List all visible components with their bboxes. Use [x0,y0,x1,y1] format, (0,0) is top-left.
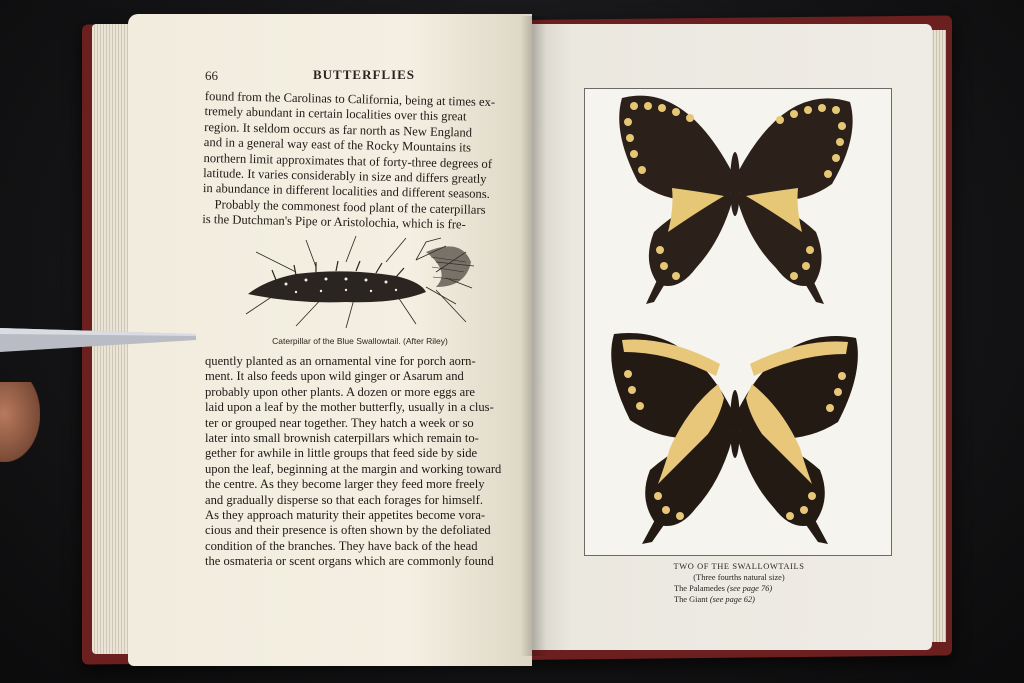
plate-item-ref: (see page 62) [709,595,755,604]
text-line: in abundance in different localities and different seasons. [202,181,491,202]
text-line: and gradually disperse so that each forages for himself. [205,492,484,507]
hand-finger [0,382,40,462]
text-line: probably upon other plants. A dozen or more eggs are [205,384,475,399]
figure-caption: Caterpillar of the Blue Swallowtail. (After Riley) [272,336,448,346]
text-line: tremely abundant in certain localities over this great [204,104,467,124]
text-line: found from the Carolinas to California, being at times ex- [204,89,496,110]
text-line: upon the leaf, beginning at the margin and working toward [205,461,502,476]
text-line: quently planted as an ornamental vine for porch aorn- [205,354,476,368]
giant-swallowtail-butterfly-image [608,328,862,546]
text-line: is the Dutchman's Pipe or Aristolochia, which is fre- [202,212,466,232]
plate-title: TWO OF THE SWALLOWTAILS [673,562,805,571]
running-title: BUTTERFLIES [313,67,416,82]
plate-scale: (Three fourths natural size) [693,573,785,582]
book-gutter [520,16,546,656]
text-line: latitude. It varies considerably in size and differs greatly [203,166,487,186]
plate-item-name: The Palamedes [674,584,725,593]
plate-item-giant [674,594,834,605]
plate-item-palamedes [674,583,834,594]
paragraph-top [202,89,505,234]
caterpillar-engraving [236,232,476,332]
text-line: and in a general way east of the Rocky Mountains its [203,135,472,155]
text-line: the centre. As they become larger they feed more freely [205,477,485,492]
text-line: laid upon a leaf by the mother butterfly, usually in a clus- [205,400,494,415]
text-line: As they approach maturity their appetites become vora- [205,508,486,523]
text-line: gether for awhile in little groups that feed side by side [205,446,478,461]
plate-item-name: The Giant [674,595,708,604]
plate-item-ref: (see page 76) [727,584,773,593]
text-line: ment. It also feeds upon wild ginger or Asarum and [205,369,464,384]
text-line: later into small brownish caterpillars which remain to- [205,431,479,446]
text-line: cious and their presence is often shown by the defoliated [205,523,491,538]
text-line: ter or grouped near together. They hatch a week or so [205,415,474,430]
paragraph-bottom [205,354,505,570]
pointer-stick [0,322,200,352]
text-line: region. It seldom occurs as far north as New England [204,119,473,140]
palamedes-butterfly-image [614,92,856,306]
page-number: 66 [205,68,218,83]
text-line: condition of the branches. They have back of the head [205,538,478,553]
text-line: the osmateria or scent organs which are commonly found [205,554,494,569]
running-head [205,68,505,86]
plate-caption [674,561,834,605]
text-line: northern limit approximates that of forty-three degrees of [203,150,493,171]
text-line: Probably the commonest food plant of the caterpillars [214,197,486,217]
